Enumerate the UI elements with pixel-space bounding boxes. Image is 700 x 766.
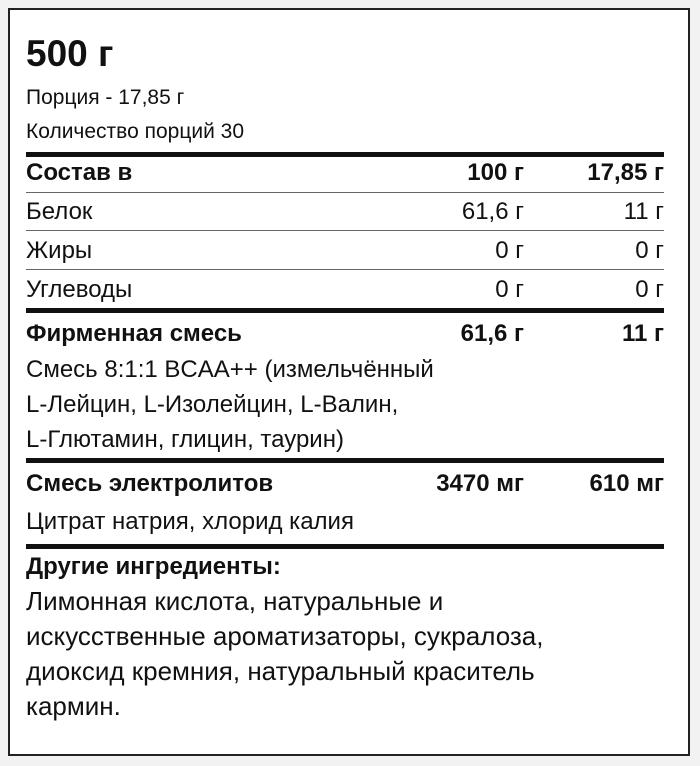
row-per100: 0 г [495, 237, 524, 264]
blend-label: Фирменная смесь [26, 320, 242, 347]
divider-thick [26, 308, 664, 313]
other-ingredients-heading: Другие ингредиенты: [26, 553, 281, 580]
row-label: Углеводы [26, 276, 133, 303]
blend-per-serving: 11 г [621, 320, 664, 347]
table-header-per-serving: 17,85 г [587, 159, 664, 186]
electrolytes-per-serving: 610 мг [589, 470, 664, 497]
table-row-fat [26, 234, 664, 268]
divider-thin [26, 192, 664, 193]
electrolytes-row [26, 467, 664, 501]
blend-description: Смесь 8:1:1 BCAA++ (измельчённый L-Лейцин, L-Изолейцин, L-Валин, L-Глютамин, глицин, таурин) [26, 356, 434, 453]
nutrition-label [8, 8, 690, 756]
table-header-row [26, 156, 664, 190]
electrolytes-label: Смесь электролитов [26, 470, 274, 497]
electrolytes-description: Цитрат натрия, хлорид калия [26, 508, 354, 535]
row-per-serving: 0 г [635, 237, 664, 264]
table-header-per100: 100 г [467, 159, 524, 186]
row-per-serving: 11 г [623, 198, 664, 225]
row-per-serving: 0 г [635, 276, 664, 303]
divider-thin [26, 269, 664, 270]
row-per100: 61,6 г [461, 198, 524, 225]
table-row-protein [26, 195, 664, 229]
table-row-carbs [26, 273, 664, 307]
serving-size: Порция - 17,85 г [26, 86, 185, 109]
table-header-label: Состав в [26, 159, 133, 186]
divider-thin [26, 230, 664, 231]
row-per100: 0 г [495, 276, 524, 303]
blend-per100: 61,6 г [460, 320, 524, 347]
blend-row [26, 317, 664, 351]
servings-count: Количество порций 30 [26, 120, 245, 143]
electrolytes-per100: 3470 мг [436, 470, 524, 497]
package-weight: 500 г [26, 33, 114, 74]
row-label: Жиры [26, 237, 93, 264]
divider-thick [26, 544, 664, 549]
row-label: Белок [26, 198, 93, 225]
divider-thick [26, 458, 664, 463]
other-ingredients-text: Лимонная кислота, натуральные и искусственные ароматизаторы, сукралоза, диоксид кремния, натуральный краситель кармин. [26, 586, 544, 721]
